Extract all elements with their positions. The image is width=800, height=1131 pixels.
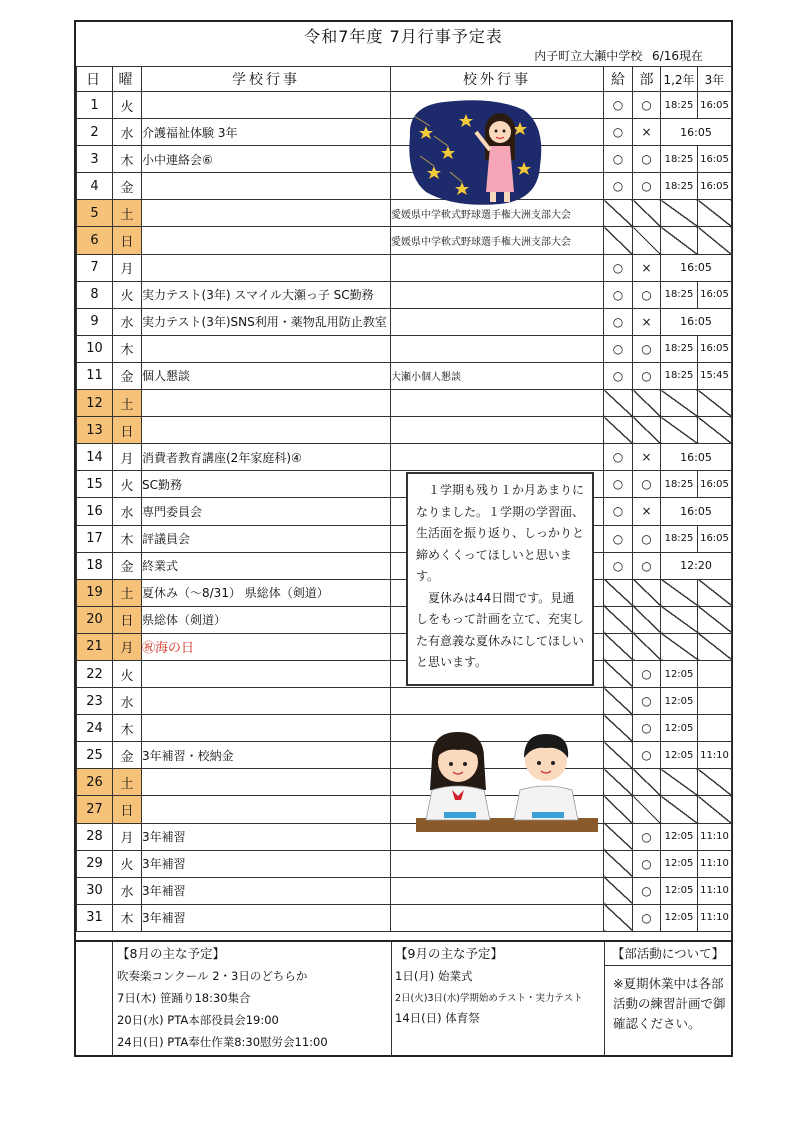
dismissal-time-cell: 16:05 <box>661 119 732 146</box>
dismissal-time-cell: 16:05 <box>661 444 732 471</box>
outside-event-cell <box>391 444 604 471</box>
schedule-row <box>77 877 732 904</box>
september-item: 2日(火)3日(水)学期始めテスト・実力テスト <box>395 993 583 1004</box>
grade3-time-cell <box>698 660 732 687</box>
grade3-time-cell: 11:10 <box>698 877 732 904</box>
grade12-time-cell: 12:05 <box>661 660 698 687</box>
closed-cell <box>633 769 661 796</box>
club-cell: ○ <box>633 742 661 769</box>
grade12-time-cell: 12:05 <box>661 877 698 904</box>
outside-event-cell <box>391 308 604 335</box>
grade12-time-cell: 12:05 <box>661 715 698 742</box>
school-event-cell <box>142 688 391 715</box>
closed-cell <box>661 606 698 633</box>
grade12-time-cell: 18:25 <box>661 92 698 119</box>
day-cell: 24 <box>77 715 113 742</box>
closed-cell <box>604 606 633 633</box>
schedule-row <box>77 579 732 606</box>
col-lunch: 給 <box>604 67 633 92</box>
closed-cell <box>633 633 661 660</box>
outside-event-cell <box>391 335 604 362</box>
school-event-cell: 3年補習 <box>142 877 391 904</box>
weekday-cell: 土 <box>113 200 142 227</box>
school-event-cell <box>142 715 391 742</box>
lunch-cell: ○ <box>604 444 633 471</box>
day-cell: 4 <box>77 173 113 200</box>
students-illustration <box>414 726 600 834</box>
grade12-time-cell: 12:05 <box>661 904 698 931</box>
schedule-row <box>77 525 732 552</box>
grade3-time-cell: 16:05 <box>698 335 732 362</box>
outside-event-cell: 愛媛県中学軟式野球選手権大洲支部大会 <box>391 227 604 254</box>
lunch-cell: ○ <box>604 552 633 579</box>
schedule-row <box>77 552 732 579</box>
day-cell: 29 <box>77 850 113 877</box>
closed-cell <box>698 390 732 417</box>
footer <box>76 940 731 1057</box>
club-cell: ○ <box>633 688 661 715</box>
august-heading: 【8月の主な予定】 <box>117 946 225 961</box>
school-event-cell: 小中連絡会⑥ <box>142 146 391 173</box>
closed-cell <box>661 633 698 660</box>
club-note-heading: 【部活動について】 <box>605 944 731 966</box>
club-cell: ○ <box>633 823 661 850</box>
day-cell: 14 <box>77 444 113 471</box>
school-event-cell: 介護福祉体験 3年 <box>142 119 391 146</box>
grade3-time-cell: 11:10 <box>698 904 732 931</box>
dismissal-time-cell: 12:20 <box>661 552 732 579</box>
message-paragraph: 夏休みは44日間です。見通しをもって計画を立て、充実した有意義な夏休みにしてほしいと思います。 <box>416 590 585 669</box>
weekday-cell: 木 <box>113 335 142 362</box>
school-event-cell: 実力テスト(3年) スマイル大瀬っ子 SC勤務 <box>142 281 391 308</box>
outside-event-cell <box>391 390 604 417</box>
closed-cell <box>661 200 698 227</box>
day-cell: 3 <box>77 146 113 173</box>
weekday-cell: 木 <box>113 525 142 552</box>
august-item: 吹奏楽コンクール 2・3日のどちらか <box>117 969 308 983</box>
day-cell: 11 <box>77 362 113 389</box>
weekday-cell: 金 <box>113 742 142 769</box>
message-box <box>406 472 594 686</box>
star-girl-illustration <box>404 96 550 208</box>
closed-cell <box>633 796 661 823</box>
september-item: 14日(日) 体育祭 <box>395 1011 480 1025</box>
grade12-time-cell: 12:05 <box>661 688 698 715</box>
day-cell: 12 <box>77 390 113 417</box>
closed-cell <box>661 227 698 254</box>
schedule-row <box>77 227 732 254</box>
closed-cell <box>698 769 732 796</box>
weekday-cell: 木 <box>113 146 142 173</box>
closed-cell <box>604 633 633 660</box>
weekday-cell: 金 <box>113 362 142 389</box>
grade12-time-cell: 12:05 <box>661 823 698 850</box>
day-cell: 23 <box>77 688 113 715</box>
school-event-cell: 3年補習 <box>142 823 391 850</box>
closed-cell <box>698 200 732 227</box>
closed-cell <box>604 579 633 606</box>
school-event-cell: 個人懇談 <box>142 362 391 389</box>
august-item: 7日(木) 笹踊り18:30集合 <box>117 991 251 1005</box>
school-event-cell <box>142 390 391 417</box>
day-cell: 7 <box>77 254 113 281</box>
day-cell: 16 <box>77 498 113 525</box>
grade3-time-cell: 11:10 <box>698 742 732 769</box>
grade12-time-cell: 18:25 <box>661 281 698 308</box>
schedule-row <box>77 633 732 660</box>
club-cell: ○ <box>633 146 661 173</box>
closed-cell <box>633 579 661 606</box>
weekday-cell: 木 <box>113 904 142 931</box>
day-cell: 9 <box>77 308 113 335</box>
weekday-cell: 水 <box>113 877 142 904</box>
schedule-row <box>77 308 732 335</box>
club-cell: ○ <box>633 173 661 200</box>
dismissal-time-cell: 16:05 <box>661 254 732 281</box>
lunch-cell: ○ <box>604 92 633 119</box>
lunch-cell: ○ <box>604 173 633 200</box>
club-cell: ○ <box>633 904 661 931</box>
day-cell: 5 <box>77 200 113 227</box>
outside-event-cell <box>391 417 604 444</box>
lunch-cell: ○ <box>604 498 633 525</box>
weekday-cell: 日 <box>113 417 142 444</box>
closed-cell <box>604 660 633 687</box>
grade3-time-cell: 16:05 <box>698 173 732 200</box>
outside-event-cell <box>391 688 604 715</box>
message-paragraph: １学期も残り１か月あまりになりました。１学期の学習面、生活面を振り返り、しっかりと締めくくってほしいと思います。 <box>416 483 585 583</box>
lunch-cell: ○ <box>604 308 633 335</box>
col-weekday: 曜 <box>113 67 142 92</box>
school-name: 内子町立大瀬中学校 <box>534 49 643 63</box>
schedule-row <box>77 335 732 362</box>
closed-cell <box>633 606 661 633</box>
closed-cell <box>633 200 661 227</box>
school-event-cell <box>142 660 391 687</box>
school-event-cell <box>142 796 391 823</box>
schedule-row <box>77 362 732 389</box>
dismissal-time-cell: 16:05 <box>661 308 732 335</box>
schedule-row <box>77 444 732 471</box>
weekday-cell: 月 <box>113 633 142 660</box>
schedule-row <box>77 904 732 931</box>
grade12-time-cell: 18:25 <box>661 525 698 552</box>
august-item: 20日(水) PTA本部役員会19:00 <box>117 1013 279 1027</box>
closed-cell <box>633 227 661 254</box>
club-cell: × <box>633 254 661 281</box>
weekday-cell: 土 <box>113 390 142 417</box>
schedule-row <box>77 471 732 498</box>
closed-cell <box>604 227 633 254</box>
weekday-cell: 水 <box>113 119 142 146</box>
outside-event-cell: 大瀬小個人懇談 <box>391 362 604 389</box>
grade12-time-cell: 18:25 <box>661 335 698 362</box>
day-cell: 25 <box>77 742 113 769</box>
club-cell: ○ <box>633 850 661 877</box>
weekday-cell: 土 <box>113 579 142 606</box>
closed-cell <box>698 579 732 606</box>
weekday-cell: 月 <box>113 444 142 471</box>
grade3-time-cell: 16:05 <box>698 525 732 552</box>
day-cell: 31 <box>77 904 113 931</box>
schedule-row <box>77 498 732 525</box>
page-title: 令和7年度 7月行事予定表 <box>304 27 503 46</box>
closed-cell <box>604 769 633 796</box>
grade12-time-cell: 18:25 <box>661 362 698 389</box>
closed-cell <box>698 606 732 633</box>
day-cell: 20 <box>77 606 113 633</box>
school-event-cell: 3年補習 <box>142 850 391 877</box>
club-note-text: ※夏期休業中は各部活動の練習計画で御確認ください。 <box>613 976 726 1031</box>
day-cell: 18 <box>77 552 113 579</box>
closed-cell <box>604 200 633 227</box>
september-heading: 【9月の主な予定】 <box>395 946 503 961</box>
weekday-cell: 月 <box>113 254 142 281</box>
grade12-time-cell: 18:25 <box>661 146 698 173</box>
schedule-row <box>77 281 732 308</box>
schedule-row <box>77 417 732 444</box>
closed-cell <box>604 715 633 742</box>
weekday-cell: 月 <box>113 823 142 850</box>
day-cell: 10 <box>77 335 113 362</box>
weekday-cell: 日 <box>113 796 142 823</box>
weekday-cell: 日 <box>113 606 142 633</box>
weekday-cell: 水 <box>113 308 142 335</box>
outside-event-cell <box>391 877 604 904</box>
outside-event-cell <box>391 254 604 281</box>
closed-cell <box>633 417 661 444</box>
day-cell: 1 <box>77 92 113 119</box>
closed-cell <box>604 823 633 850</box>
day-cell: 28 <box>77 823 113 850</box>
day-cell: 2 <box>77 119 113 146</box>
club-cell: × <box>633 119 661 146</box>
lunch-cell: ○ <box>604 254 633 281</box>
schedule-row <box>77 254 732 281</box>
school-event-cell <box>142 227 391 254</box>
lunch-cell: ○ <box>604 119 633 146</box>
school-event-cell <box>142 769 391 796</box>
schedule-row <box>77 823 732 850</box>
grade12-time-cell: 18:25 <box>661 471 698 498</box>
col-grade12: 1,2年 <box>661 67 698 92</box>
club-cell: × <box>633 444 661 471</box>
day-cell: 22 <box>77 660 113 687</box>
grade3-time-cell: 16:05 <box>698 92 732 119</box>
outside-event-cell <box>391 904 604 931</box>
day-cell: 30 <box>77 877 113 904</box>
dismissal-time-cell: 16:05 <box>661 498 732 525</box>
club-cell: ○ <box>633 525 661 552</box>
col-day: 日 <box>77 67 113 92</box>
day-cell: 15 <box>77 471 113 498</box>
club-cell: ○ <box>633 362 661 389</box>
closed-cell <box>698 633 732 660</box>
school-event-cell: 終業式 <box>142 552 391 579</box>
day-cell: 8 <box>77 281 113 308</box>
grade3-time-cell: 11:10 <box>698 823 732 850</box>
september-plans <box>391 942 605 1057</box>
col-school-events: 学校行事 <box>142 67 391 92</box>
school-event-cell: 専門委員会 <box>142 498 391 525</box>
club-cell: ○ <box>633 471 661 498</box>
closed-cell <box>698 417 732 444</box>
lunch-cell: ○ <box>604 525 633 552</box>
lunch-cell: ○ <box>604 471 633 498</box>
lunch-cell: ○ <box>604 281 633 308</box>
school-event-cell <box>142 200 391 227</box>
outside-event-cell <box>391 850 604 877</box>
schedule-row <box>77 796 732 823</box>
weekday-cell: 日 <box>113 227 142 254</box>
closed-cell <box>604 796 633 823</box>
col-grade3: 3年 <box>698 67 732 92</box>
closed-cell <box>604 742 633 769</box>
school-event-cell <box>142 92 391 119</box>
weekday-cell: 火 <box>113 471 142 498</box>
club-note <box>605 942 731 1057</box>
august-item: 24日(日) PTA奉仕作業8:30慰労会11:00 <box>117 1035 328 1049</box>
august-plans <box>112 942 392 1057</box>
school-event-cell: 県総体（剣道） <box>142 606 391 633</box>
grade3-time-cell: 15:45 <box>698 362 732 389</box>
club-cell: ○ <box>633 660 661 687</box>
weekday-cell: 火 <box>113 660 142 687</box>
schedule-row <box>77 606 732 633</box>
weekday-cell: 土 <box>113 769 142 796</box>
schedule-row <box>77 660 732 687</box>
grade3-time-cell: 16:05 <box>698 281 732 308</box>
school-event-cell <box>142 417 391 444</box>
weekday-cell: 金 <box>113 552 142 579</box>
school-event-cell <box>142 335 391 362</box>
weekday-cell: 火 <box>113 281 142 308</box>
closed-cell <box>604 904 633 931</box>
closed-cell <box>604 688 633 715</box>
club-cell: ○ <box>633 552 661 579</box>
holiday-label: ㊗海の日 <box>142 641 195 657</box>
club-cell: × <box>633 308 661 335</box>
closed-cell <box>661 796 698 823</box>
lunch-cell: ○ <box>604 362 633 389</box>
closed-cell <box>661 579 698 606</box>
day-cell: 19 <box>77 579 113 606</box>
day-cell: 13 <box>77 417 113 444</box>
day-cell: 6 <box>77 227 113 254</box>
grade3-time-cell: 11:10 <box>698 850 732 877</box>
outside-event-cell <box>391 281 604 308</box>
col-outside-events: 校外行事 <box>391 67 604 92</box>
weekday-cell: 火 <box>113 92 142 119</box>
school-event-cell: 評議員会 <box>142 525 391 552</box>
school-event-cell: 消費者教育講座(2年家庭科)④ <box>142 444 391 471</box>
club-cell: ○ <box>633 877 661 904</box>
updated-date: 6/16現在 <box>652 49 703 63</box>
school-event-cell: 3年補習・校納金 <box>142 742 391 769</box>
lunch-cell: ○ <box>604 335 633 362</box>
closed-cell <box>604 850 633 877</box>
school-event-cell: SC勤務 <box>142 471 391 498</box>
closed-cell <box>604 390 633 417</box>
day-cell: 27 <box>77 796 113 823</box>
closed-cell <box>661 769 698 796</box>
closed-cell <box>661 390 698 417</box>
day-cell: 21 <box>77 633 113 660</box>
closed-cell <box>604 877 633 904</box>
schedule-row <box>77 390 732 417</box>
outside-event-cell: 愛媛県中学軟式野球選手権大洲支部大会 <box>391 200 604 227</box>
school-event-cell: 夏休み（～8/31） 県総体（剣道） <box>142 579 391 606</box>
day-cell: 26 <box>77 769 113 796</box>
schedule-row <box>77 769 732 796</box>
club-cell: ○ <box>633 715 661 742</box>
club-cell: ○ <box>633 335 661 362</box>
grade3-time-cell <box>698 688 732 715</box>
closed-cell <box>698 796 732 823</box>
schedule-row <box>77 715 732 742</box>
weekday-cell: 火 <box>113 850 142 877</box>
grade3-time-cell: 16:05 <box>698 146 732 173</box>
weekday-cell: 水 <box>113 498 142 525</box>
day-cell: 17 <box>77 525 113 552</box>
club-cell: ○ <box>633 92 661 119</box>
weekday-cell: 水 <box>113 688 142 715</box>
grade12-time-cell: 12:05 <box>661 850 698 877</box>
lunch-cell: ○ <box>604 146 633 173</box>
schedule-row <box>77 742 732 769</box>
school-event-cell: 3年補習 <box>142 904 391 931</box>
weekday-cell: 金 <box>113 173 142 200</box>
closed-cell <box>633 390 661 417</box>
schedule-row <box>77 688 732 715</box>
school-event-cell <box>142 173 391 200</box>
school-event-cell <box>142 633 391 660</box>
schedule-row <box>77 850 732 877</box>
school-event-cell <box>142 254 391 281</box>
closed-cell <box>604 417 633 444</box>
school-event-cell: 実力テスト(3年)SNS利用・薬物乱用防止教室 <box>142 308 391 335</box>
closed-cell <box>698 227 732 254</box>
club-cell: ○ <box>633 281 661 308</box>
grade12-time-cell: 12:05 <box>661 742 698 769</box>
closed-cell <box>661 417 698 444</box>
weekday-cell: 木 <box>113 715 142 742</box>
club-cell: × <box>633 498 661 525</box>
title-row <box>76 22 731 67</box>
school-info <box>534 47 703 64</box>
grade3-time-cell <box>698 715 732 742</box>
col-club: 部 <box>633 67 661 92</box>
grade12-time-cell: 18:25 <box>661 173 698 200</box>
grade3-time-cell: 16:05 <box>698 471 732 498</box>
september-item: 1日(月) 始業式 <box>395 969 473 983</box>
